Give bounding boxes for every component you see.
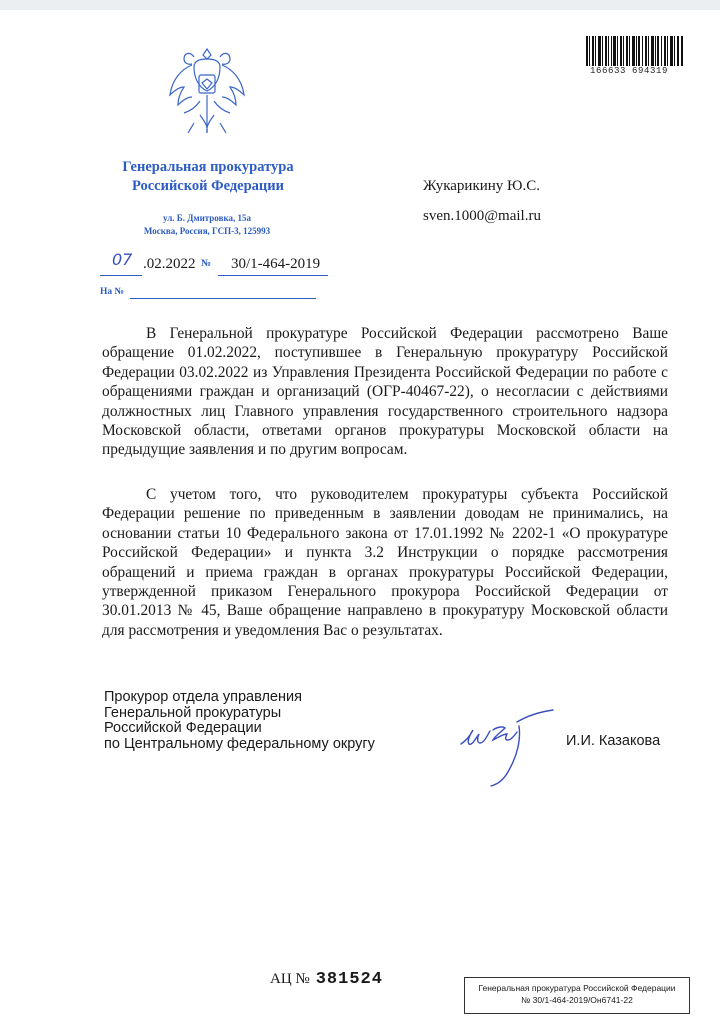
sender-address (112, 212, 302, 238)
ac-number: 381524 (315, 970, 383, 989)
recipient-email: sven.1000@mail.ru (423, 208, 541, 224)
sender-organization (96, 158, 320, 196)
body-paragraph-1 (102, 324, 668, 460)
date-underline (100, 275, 142, 276)
recipient-name: Жукарикину Ю.С. (423, 178, 540, 194)
org-line-1: Генеральная прокуратура (122, 159, 294, 175)
stamp-line-2: № 30/1-464-2019/Он6741-22 (521, 995, 633, 1005)
barcode (586, 36, 684, 70)
reference-number: 30/1-464-2019 (231, 256, 321, 272)
signatory-line-1: Прокурор отдела управления (104, 689, 302, 705)
address-line-1: ул. Б. Дмитровка, 15а (162, 213, 251, 223)
incoming-reference-line (130, 298, 316, 299)
org-line-2: Российской Федерации (131, 178, 284, 194)
ac-label: АЦ № (270, 971, 310, 987)
barcode-number: 166633 694319 (590, 66, 669, 76)
handwritten-signature (455, 706, 563, 790)
signer-name: И.И. Казакова (566, 733, 661, 749)
paragraph-1-text: В Генеральной прокуратуре Российской Федерации рассмотрено Ваше обращение 01.02.2022, поступившее в Генеральную прокуратуру Российской Федерации 03.02.2022 из Управления Президента Российской Федерации по работе с обращениями граждан и организаций (ОГР-40467-22), о несогласии с действиями должностных лиц Главного управления государственного строительного надзора Московской области, ответами органов прокуратуры Московской области на предыдущие заявления и по другим вопросам. (102, 325, 668, 459)
number-underline (218, 275, 328, 276)
ac-serial (270, 970, 383, 989)
body-paragraph-2 (102, 485, 668, 640)
reference-date: .02.2022 (143, 256, 196, 272)
stamp-line-1: Генеральная прокуратура Российской Федерации (478, 983, 676, 993)
reference-number-label: № (201, 258, 212, 269)
scan-top-edge (0, 0, 720, 10)
signatory-line-3: Российской Федерации (104, 720, 262, 736)
registration-stamp (464, 977, 690, 1014)
signatory-line-4: по Центральному федеральному округу (104, 735, 375, 752)
coat-of-arms-emblem (164, 45, 250, 143)
incoming-reference-label: На № (100, 287, 125, 297)
paragraph-2-text: С учетом того, что руководителем прокуратуры субъекта Российской Федерации решение по приведенным в заявлении доводам не принимались, на основании статьи 10 Федерального закона от 17.01.1992 № 2202-1 «О прокуратуре Российской Федерации» и пункта 3.2 Инструкции о порядке рассмотрения обращений и приема граждан в органах прокуратуры Российской Федерации, утвержденной приказом Генерального прокурора Российской Федерации от 30.01.2013 № 45, Ваше обращение направлено в прокуратуру Московской области для рассмотрения и уведомления Вас о результатах. (102, 486, 668, 639)
signatory-title (104, 690, 375, 752)
handwritten-day: 07 (112, 250, 133, 269)
address-line-2: Москва, Россия, ГСП-3, 125993 (143, 226, 271, 236)
signatory-line-2: Генеральной прокуратуры (104, 704, 282, 721)
